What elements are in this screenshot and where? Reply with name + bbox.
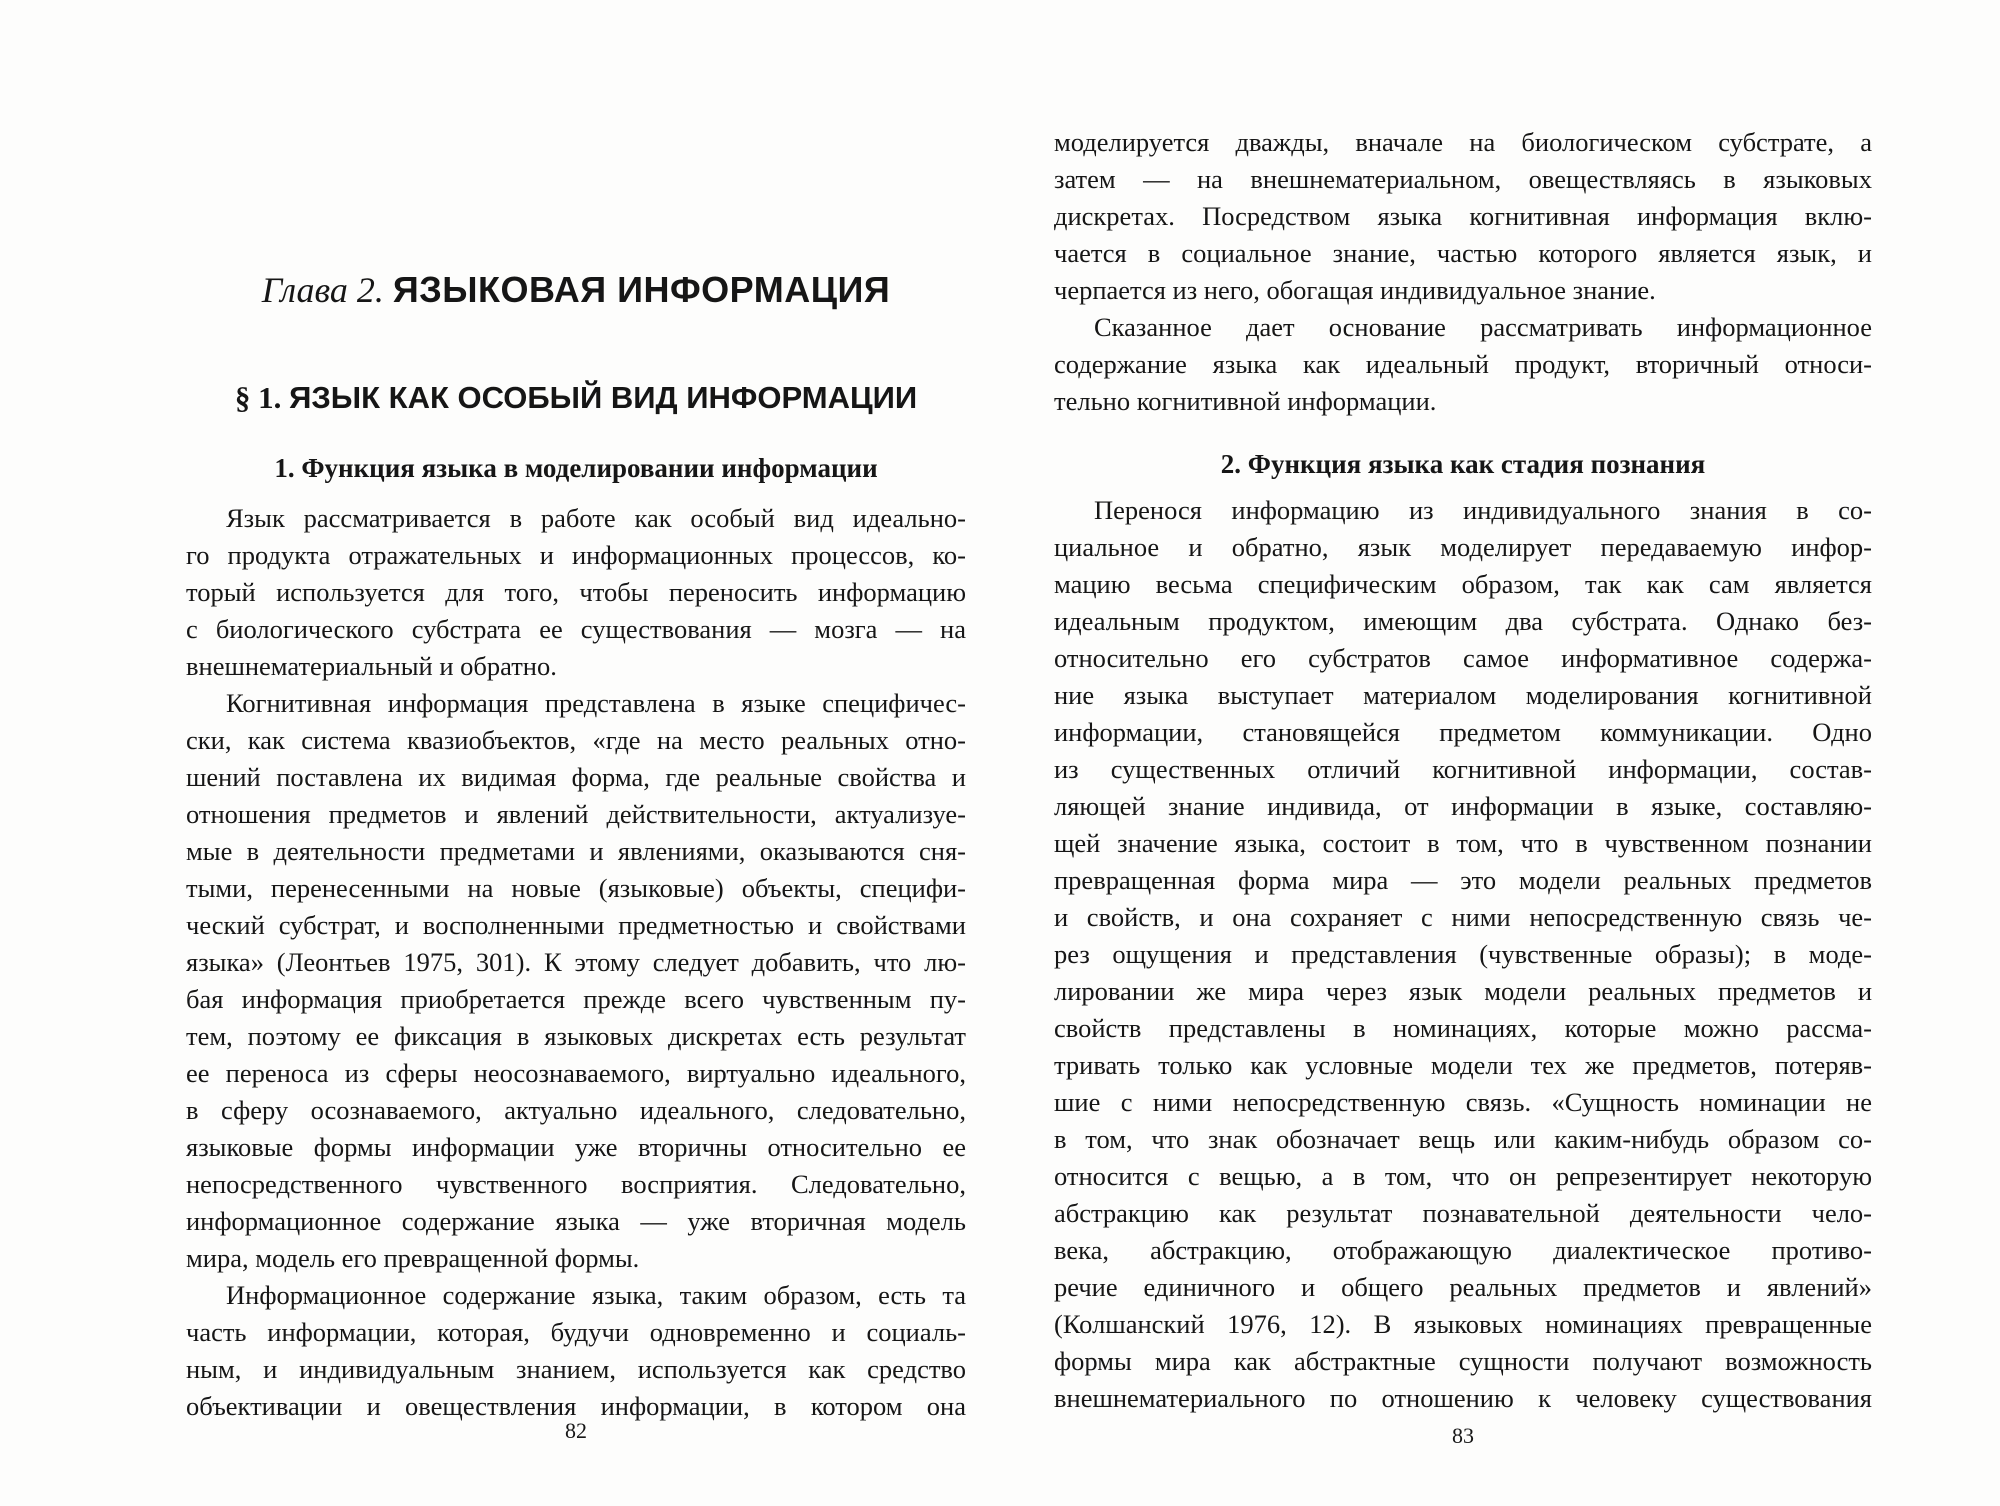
text-line: ческий субстрат, и восполненными предметностью и свойствами <box>186 910 966 940</box>
text-line: ски, как система квазиобъектов, «где на место реальных отно- <box>186 725 966 755</box>
chapter-title <box>186 268 966 312</box>
section-name: ЯЗЫК КАК ОСОБЫЙ ВИД ИНФОРМАЦИИ <box>289 380 918 415</box>
text-line: (Колшанский 1976, 12). В языковых номинациях превращенные <box>1054 1309 1872 1339</box>
text-line: рез ощущения и представления (чувственные образы); в моде- <box>1054 939 1872 969</box>
text-line: с биологического субстрата ее существования — мозга — на <box>186 614 966 644</box>
left-page <box>186 0 966 1506</box>
text-line: ее переноса из сферы неосознаваемого, виртуально идеального, <box>186 1058 966 1088</box>
text-line: информации, становящейся предметом коммуникации. Одно <box>1054 717 1872 747</box>
text-line: Информационное содержание языка, таким образом, есть та <box>226 1280 966 1310</box>
text-line: тыми, перенесенными на новые (языковые) объекты, специфи- <box>186 873 966 903</box>
text-line: моделируется дважды, вначале на биологическом субстрате, а <box>1054 127 1872 157</box>
text-line: затем — на внешнематериальном, овеществляясь в языковых <box>1054 164 1872 194</box>
text-line: относительно его субстратов самое информативное содержа- <box>1054 643 1872 673</box>
right-body-text-bottom <box>1054 492 1872 1417</box>
text-line: мацию весьма специфическим образом, так как сам является <box>1054 569 1872 599</box>
text-line: формы мира как абстрактные сущности получают возможность <box>1054 1346 1872 1376</box>
left-body-text <box>186 500 966 1425</box>
text-line: и свойств, и она сохраняет с ними непосредственную связь че- <box>1054 902 1872 932</box>
text-line: бая информация приобретается прежде всего чувственным пу- <box>186 984 966 1014</box>
text-line: идеальным продуктом, имеющим два субстрата. Однако без- <box>1054 606 1872 636</box>
text-line: отношения предметов и явлений действительности, актуализуе- <box>186 799 966 829</box>
text-line: внешнематериальный и обратно. <box>186 651 557 681</box>
text-line: Перенося информацию из индивидуального знания в со- <box>1094 495 1872 525</box>
right-body-text-top <box>1054 124 1872 420</box>
text-line: языковые формы информации уже вторичны относительно ее <box>186 1132 966 1162</box>
text-line: лировании же мира через язык модели реальных предметов и <box>1054 976 1872 1006</box>
text-line: циальное и обратно, язык моделирует передаваемую инфор- <box>1054 532 1872 562</box>
text-line: непосредственного чувственного восприятия. Следовательно, <box>186 1169 966 1199</box>
text-line: свойств представлены в номинациях, которые можно рассма- <box>1054 1013 1872 1043</box>
text-line: в том, что знак обозначает вещь или каким-нибудь образом со- <box>1054 1124 1872 1154</box>
page-number-left: 82 <box>565 1418 587 1443</box>
text-line: ляющей знание индивида, от информации в языке, составляю- <box>1054 791 1872 821</box>
text-line: шений поставлена их видимая форма, где реальные свойства и <box>186 762 966 792</box>
subsection-title-2: 2. Функция языка как стадия познания <box>1220 449 1706 479</box>
text-line: превращенная форма мира — это модели реальных предметов <box>1054 865 1872 895</box>
text-line: часть информации, которая, будучи одновременно и социаль- <box>186 1317 966 1347</box>
text-line: речие единичного и общего реальных предметов и явлений» <box>1054 1272 1872 1302</box>
text-line: тельно когнитивной информации. <box>1054 386 1437 416</box>
text-line: шие с ними непосредственную связь. «Сущность номинации не <box>1054 1087 1872 1117</box>
text-line: объективации и овеществления информации, в котором она <box>186 1391 966 1421</box>
chapter-name: ЯЗЫКОВАЯ ИНФОРМАЦИЯ <box>392 269 891 310</box>
section-title <box>186 378 966 418</box>
chapter-label: Глава 2. <box>261 270 384 310</box>
text-line: в сферу осознаваемого, актуально идеального, следовательно, <box>186 1095 966 1125</box>
text-line: мира, модель его превращенной формы. <box>186 1243 640 1273</box>
text-line: внешнематериального по отношению к человеку существования <box>1054 1383 1872 1413</box>
text-line: информационное содержание языка — уже вторичная модель <box>186 1206 966 1236</box>
text-line: века, абстракцию, отображающую диалектическое противо- <box>1054 1235 1872 1265</box>
subsection-title-1: 1. Функция языка в моделировании информации <box>274 453 878 483</box>
text-line: мые в деятельности предметами и явлениями, оказываются сня- <box>186 836 966 866</box>
text-line: Язык рассматривается в работе как особый вид идеально- <box>226 503 966 533</box>
text-line: тривать только как условные модели тех же предметов, потеряв- <box>1054 1050 1872 1080</box>
text-line: ние языка выступает материалом моделирования когнитивной <box>1054 680 1872 710</box>
text-line: Сказанное дает основание рассматривать информационное <box>1094 312 1872 342</box>
text-line: го продукта отражательных и информационных процессов, ко- <box>186 540 966 570</box>
text-line: торый используется для того, чтобы переносить информацию <box>186 577 966 607</box>
text-line: черпается из него, обогащая индивидуальное знание. <box>1054 275 1656 305</box>
section-mark: § 1. <box>234 380 282 415</box>
text-line: щей значение языка, состоит в том, что в чувственном познании <box>1054 828 1872 858</box>
text-line: тем, поэтому ее фиксация в языковых дискретах есть результат <box>186 1021 966 1051</box>
text-line: языка» (Леонтьев 1975, 301). К этому следует добавить, что лю- <box>186 947 966 977</box>
text-line: ным, и индивидуальным знанием, используется как средство <box>186 1354 966 1384</box>
right-page <box>1054 0 1872 1506</box>
text-line: Когнитивная информация представлена в языке специфичес- <box>226 688 966 718</box>
page-number-right: 83 <box>1452 1423 1474 1448</box>
text-line: содержание языка как идеальный продукт, вторичный относи- <box>1054 349 1872 379</box>
text-line: чается в социальное знание, частью которого является язык, и <box>1054 238 1872 268</box>
text-line: из существенных отличий когнитивной информации, состав- <box>1054 754 1872 784</box>
text-line: относится с вещью, а в том, что он репрезентирует некоторую <box>1054 1161 1872 1191</box>
text-line: абстракцию как результат познавательной деятельности чело- <box>1054 1198 1872 1228</box>
text-line: дискретах. Посредством языка когнитивная информация вклю- <box>1054 201 1872 231</box>
